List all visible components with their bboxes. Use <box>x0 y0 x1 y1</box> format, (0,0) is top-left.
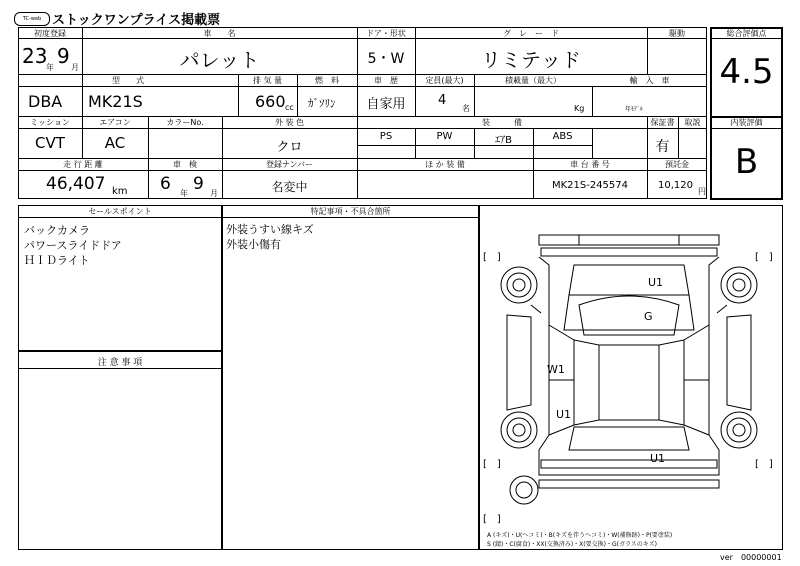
plate-label: 登録ナンバー <box>265 160 314 169</box>
interior-score-label: 内装評価 <box>730 118 763 127</box>
interior-score: B <box>734 142 759 182</box>
capacity-value: 4 <box>438 93 447 108</box>
inspection-year: 6 <box>160 174 171 194</box>
damage-mark: G <box>644 310 653 323</box>
overall-score: 4.5 <box>719 52 774 92</box>
transmission-value: CVT <box>35 134 65 152</box>
remarks-box <box>222 205 479 550</box>
sales-point-item: ＨＩＤライト <box>24 254 90 267</box>
sales-point-item: パワースライドドア <box>24 239 122 252</box>
other-equipment-label: ほ か 装 備 <box>425 160 465 169</box>
model-prefix: DBA <box>28 92 63 111</box>
deposit-label: 預託金 <box>665 160 689 169</box>
first-reg-month: 9 <box>57 44 70 68</box>
mileage-label: 走 行 距 離 <box>63 160 103 169</box>
inspection-month: 9 <box>193 174 204 194</box>
chassis-value: MK21S-245574 <box>551 180 629 191</box>
version: ver 00000001 <box>720 553 782 562</box>
overall-score-label: 総合評価点 <box>726 29 767 38</box>
inspection-label: 車 検 <box>173 160 197 169</box>
car-history-value: 自家用 <box>366 97 406 112</box>
deposit-value: 10,120 <box>658 180 693 191</box>
remarks-label: 特記事項・不具合箇所 <box>310 207 391 216</box>
transmission-label: ミッション <box>30 118 70 127</box>
import-label: 輸 入 車 <box>629 76 670 85</box>
drive-label: 駆動 <box>669 29 685 38</box>
bracket: [ ] <box>755 459 773 470</box>
sales-points-label: セールスポイント <box>88 207 152 216</box>
plate-value: 名変中 <box>271 180 308 194</box>
model-value: MK21S <box>88 92 143 111</box>
damage-mark: W1 <box>547 363 565 376</box>
grade-label: グ レ ー ド <box>503 29 559 38</box>
aircon-value: AC <box>104 134 126 152</box>
damage-legend: A (キズ)・U(ヘコミ)・B(キズを伴うヘコミ)・W(補修跡)・P(要塗装) <box>487 532 673 539</box>
first-reg-label: 初度登録 <box>34 29 66 38</box>
car-history-label: 車 歴 <box>374 76 398 85</box>
manual-label: 取説 <box>684 118 701 127</box>
equipment-pw: PW <box>436 131 453 142</box>
notes-box <box>18 351 222 550</box>
warranty-label: 保証書 <box>650 118 675 127</box>
capacity-label: 定員(最大) <box>425 76 464 85</box>
logo: TC-web <box>14 12 50 26</box>
remark-item: 外装小傷有 <box>226 238 281 251</box>
grade-value: リミテッド <box>481 48 581 72</box>
exterior-color-value: クロ <box>276 140 303 155</box>
equipment-airbag: ｴｱB <box>495 135 512 146</box>
damage-mark: U1 <box>648 276 664 289</box>
aircon-label: エアコン <box>99 118 131 127</box>
model-label: 型 式 <box>112 76 144 85</box>
car-name-value: パレット <box>179 48 260 72</box>
fuel-value: ｶﾞｿﾘﾝ <box>308 97 336 110</box>
mileage-value: 46,407 <box>46 174 106 194</box>
fuel-label: 燃 料 <box>315 76 339 85</box>
exterior-color-label: 外 装 色 <box>274 118 305 127</box>
import-model-year: 年ﾓﾃﾞﾙ <box>625 106 644 113</box>
damage-mark: U1 <box>650 452 666 465</box>
notes-label: 注 意 事 項 <box>97 358 143 368</box>
load-label: 積載量（最大） <box>505 76 561 85</box>
damage-mark: U1 <box>556 408 572 421</box>
equipment-abs: ABS <box>552 131 573 142</box>
door-shape-label: ドア・形状 <box>366 29 406 38</box>
door-shape-value: 5・W <box>367 51 405 67</box>
warranty-value: 有 <box>655 139 670 155</box>
chassis-label: 車 台 番 号 <box>570 160 610 169</box>
bracket: [ ] <box>483 252 501 263</box>
bracket: [ ] <box>755 252 773 263</box>
displacement-label: 排 気 量 <box>252 76 283 85</box>
equipment-ps: PS <box>379 131 393 142</box>
car-body-diagram <box>479 205 783 550</box>
page-title: ストックワンプライス掲載票 <box>52 13 221 28</box>
sales-point-item: バックカメラ <box>24 224 90 237</box>
displacement-value: 660 <box>255 92 286 111</box>
damage-legend: S (錆)・C(腐食)・XX(交換済み)・X(要交換)・G(ガラスのキズ) <box>487 541 657 548</box>
bracket: [ ] <box>483 514 501 525</box>
bracket: [ ] <box>483 459 501 470</box>
equipment-label: 装 備 <box>482 118 522 127</box>
color-no-label: カラーNo. <box>166 118 204 127</box>
car-name-label: 車 名 <box>203 29 236 38</box>
remark-item: 外装うすい線キズ <box>226 223 314 236</box>
first-reg-year: 23 <box>22 44 48 68</box>
